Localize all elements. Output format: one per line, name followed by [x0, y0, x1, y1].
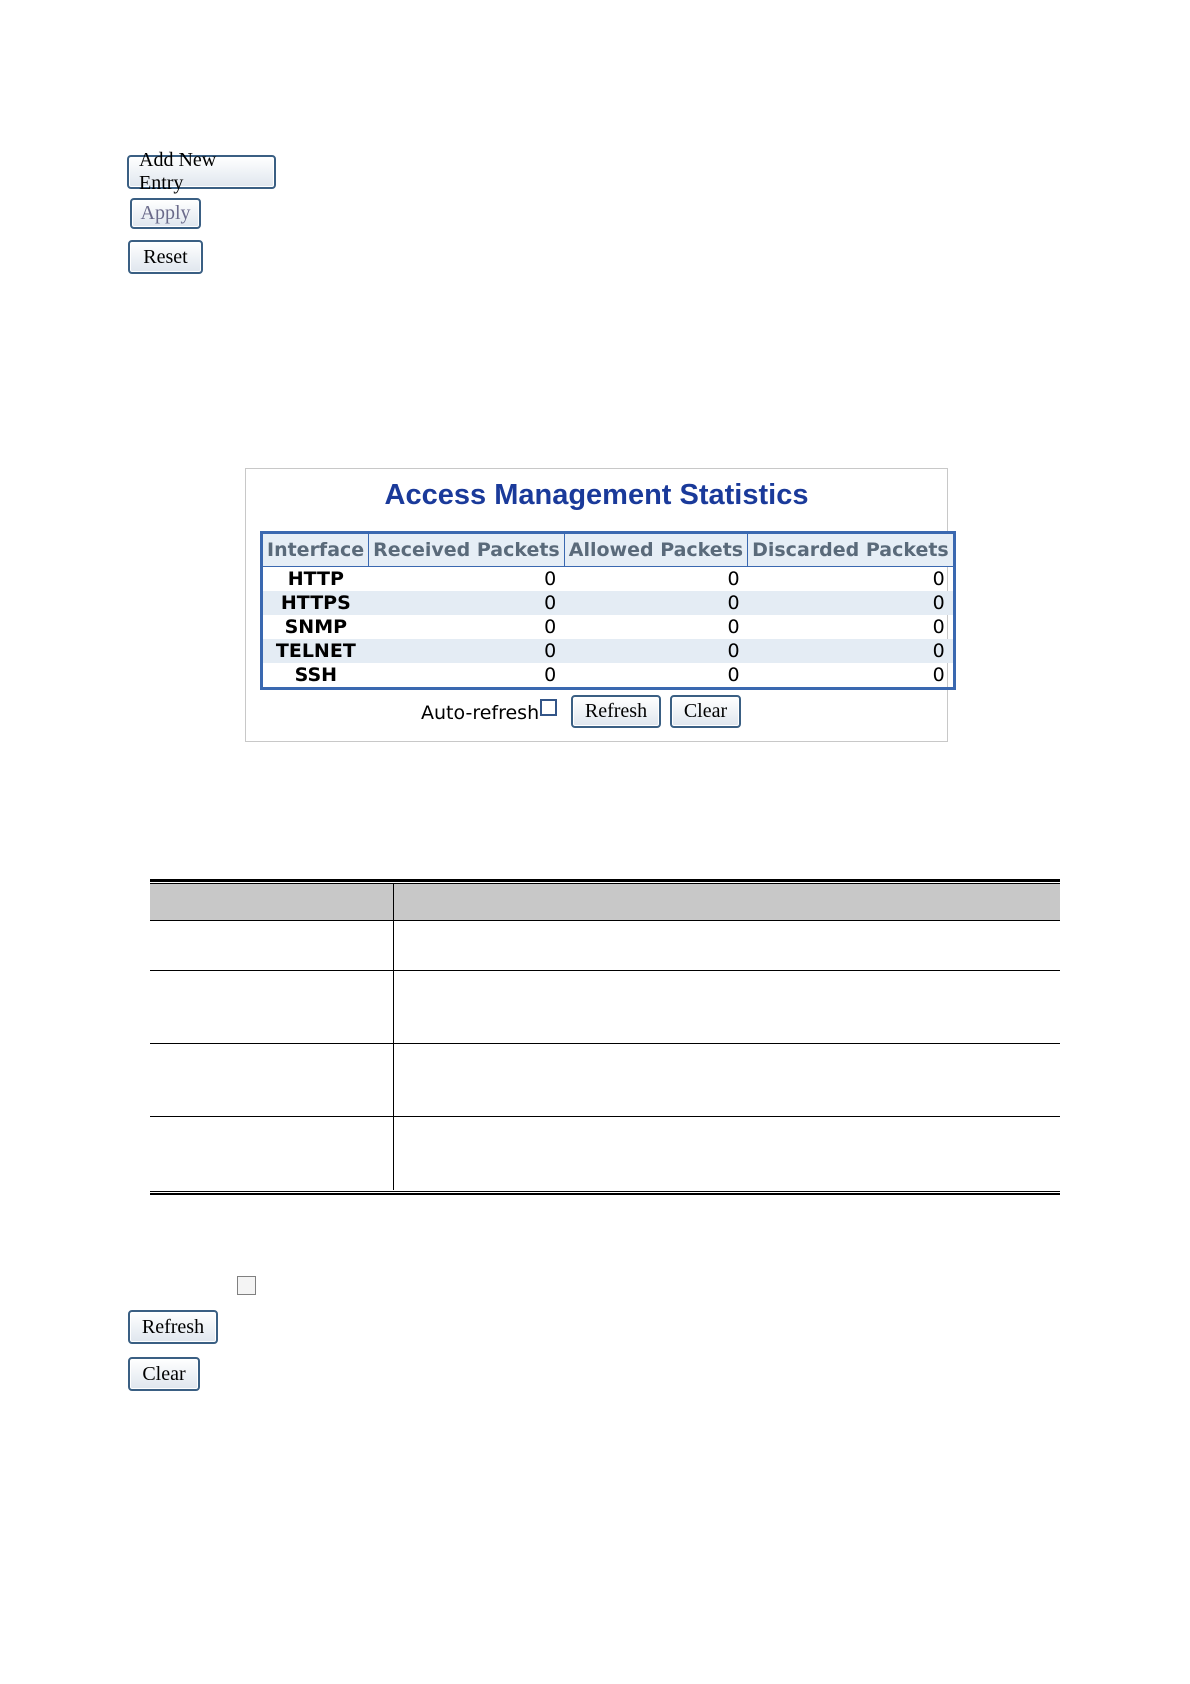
table-top-border [150, 879, 1060, 882]
table-bottom-border [150, 1193, 1060, 1195]
discarded-cell: 0 [932, 664, 945, 686]
column-divider [393, 884, 394, 1190]
panel-refresh-button[interactable]: Refresh [571, 695, 661, 728]
allowed-cell: 0 [564, 591, 747, 615]
row-divider [150, 970, 1060, 971]
allowed-cell: 0 [727, 664, 740, 686]
auto-refresh-label: Auto-refresh [421, 702, 540, 724]
col-allowed: Allowed Packets [564, 533, 747, 567]
interface-cell: SNMP [284, 616, 348, 638]
parameter-table [150, 879, 1060, 1195]
refresh-button[interactable]: Refresh [128, 1310, 218, 1344]
row-divider [150, 1043, 1060, 1044]
header-divider [150, 920, 1060, 921]
discarded-cell: 0 [932, 616, 945, 638]
received-cell: 0 [544, 616, 557, 638]
table-row [262, 663, 955, 689]
received-cell: 0 [369, 591, 565, 615]
interface-cell: HTTP [287, 568, 344, 590]
received-cell: 0 [544, 664, 557, 686]
add-new-entry-button[interactable]: Add New Entry [127, 155, 276, 189]
discarded-cell: 0 [932, 568, 945, 590]
row-divider [150, 1116, 1060, 1117]
allowed-cell: 0 [564, 639, 747, 663]
table-row [262, 615, 955, 639]
clear-button[interactable]: Clear [128, 1357, 200, 1391]
interface-cell: HTTPS [262, 591, 369, 615]
allowed-cell: 0 [727, 568, 740, 590]
interface-cell: SSH [294, 664, 338, 686]
panel-title: Access Management Statistics [384, 479, 809, 511]
received-cell: 0 [369, 639, 565, 663]
panel-clear-button[interactable]: Clear [670, 695, 741, 728]
stats-panel [245, 468, 948, 742]
col-received: Received Packets [369, 533, 565, 567]
apply-button[interactable]: Apply [130, 198, 201, 229]
discarded-cell: 0 [748, 639, 955, 663]
table-row [262, 639, 955, 663]
col-discarded: Discarded Packets [748, 533, 955, 567]
auto-refresh-checkbox[interactable] [540, 699, 557, 716]
table-header-row [150, 884, 1060, 920]
table-row [262, 567, 955, 592]
interface-cell: TELNET [262, 639, 369, 663]
stats-table [260, 531, 956, 690]
table-bottom-border-inner [150, 1191, 1060, 1192]
col-interface: Interface [262, 533, 369, 567]
allowed-cell: 0 [727, 616, 740, 638]
auto-refresh-checkbox-sample[interactable] [237, 1276, 256, 1295]
discarded-cell: 0 [748, 591, 955, 615]
reset-button[interactable]: Reset [128, 240, 203, 274]
table-row [262, 591, 955, 615]
received-cell: 0 [544, 568, 557, 590]
stats-header-row [262, 533, 955, 567]
